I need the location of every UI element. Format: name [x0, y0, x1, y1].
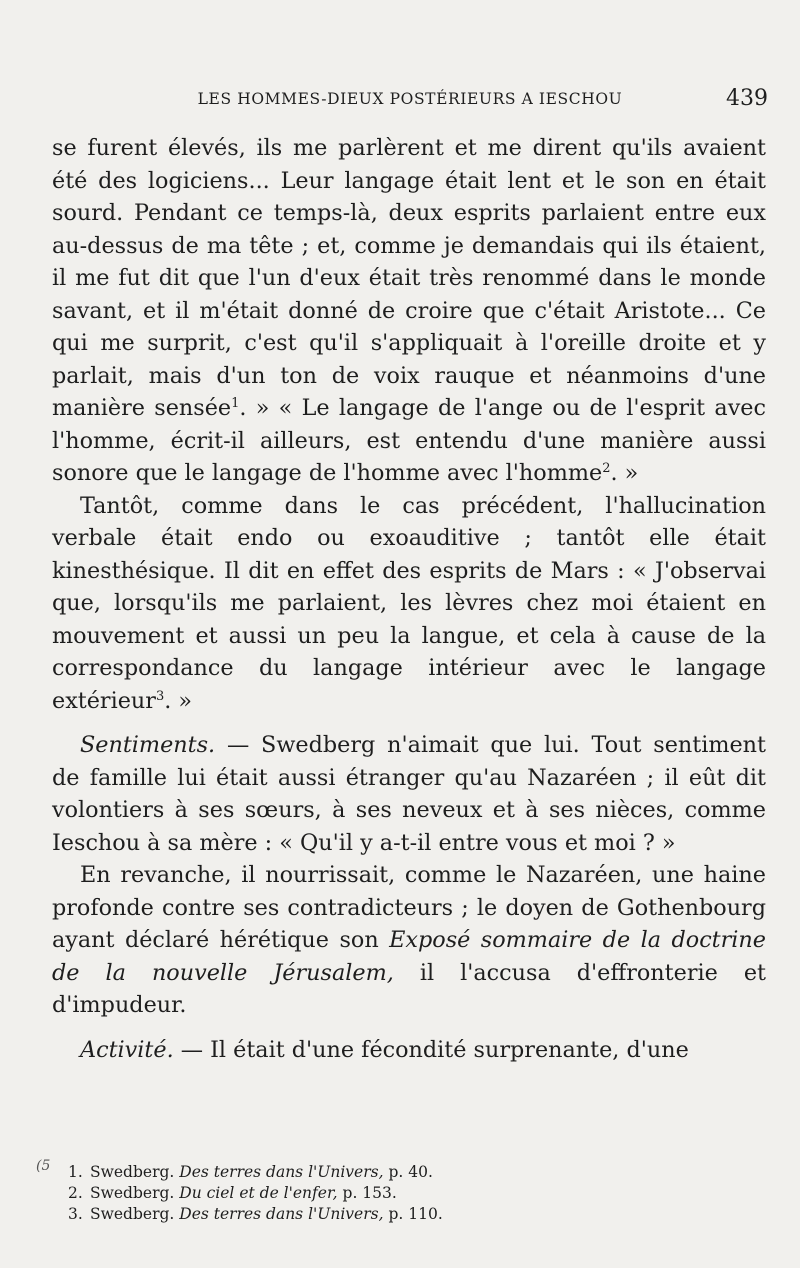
body-text: [52, 132, 766, 1066]
footnote-number: 1.: [68, 1163, 83, 1181]
footnote-page: p. 153.: [342, 1184, 397, 1202]
running-head: LES HOMMES-DIEUX POSTÉRIEURS A IESCHOU: [197, 90, 623, 108]
footnote-title: Du ciel et de l'enfer,: [179, 1184, 338, 1202]
footnote-ref-2: 2: [602, 461, 611, 476]
margin-annotation: (5: [36, 1158, 51, 1174]
paragraph-4-text-2: il l'accusa d'effronterie et d'impudeur.: [52, 959, 766, 1018]
paragraph-1-text-3: . »: [610, 460, 639, 486]
page-number: 439: [726, 86, 768, 111]
paragraph-3: [52, 729, 766, 859]
footnote-ref-3: 3: [155, 688, 165, 704]
paragraph-2-text: Tantôt, comme dans le cas précédent, l'hallucination verbale était endo ou exoauditive ; tantôt elle était kinesthésique. Il dit en effet des esprits de Mars : « J'observai que, lorsqu'ils me parlaient, les lèvres chez moi étaient en mouvement et aussi un peu la langue, et cela à cause de la correspondance du langage intérieur avec le langage extérieur: [52, 492, 766, 714]
page-header: [52, 88, 768, 118]
footnote-number: 3.: [68, 1205, 83, 1223]
footnote-1: [68, 1162, 748, 1183]
footnote-title: Des terres dans l'Univers,: [179, 1205, 384, 1223]
footnote-title: Des terres dans l'Univers,: [179, 1163, 384, 1181]
paragraph-4-text: En revanche, il nourrissait, comme le Nazaréen, une haine profonde contre ses contradicteurs ; le doyen de Gothenbourg ayant déclaré hérétique son: [52, 862, 766, 953]
paragraph-4: [52, 859, 766, 1022]
paragraph-5: [52, 1034, 766, 1067]
footnote-page: p. 110.: [388, 1205, 443, 1223]
paragraph-2-text-2: . »: [164, 687, 193, 714]
footnote-page: p. 40.: [388, 1163, 433, 1181]
footnote-2: [68, 1183, 748, 1204]
paragraph-1: [52, 132, 766, 490]
paragraph-5-text: — Il était d'une fécondité surprenante, d'une: [173, 1036, 689, 1063]
footnote-3: [68, 1204, 748, 1225]
paragraph-2: [52, 490, 766, 718]
footnote-number: 2.: [68, 1184, 83, 1202]
footnote-author: Swedberg.: [90, 1184, 175, 1202]
paragraph-1-text: se furent élevés, ils me parlèrent et me dirent qu'ils avaient été des logiciens... Leur langage était lent et le son en était sourd. Pendant ce temps-là, deux esprits parlaient entre eux au-dessus de ma tête ; et, comme je demandais qui ils étaient, il me fut dit que l'un d'eux était très renommé dans le monde savant, et il m'était donné de croire que c'était Aristote... Ce qui me surprit, c'est qu'il s'appliquait à l'oreille droite et y parlait, mais d'un ton de voix rauque et néanmoins d'une manière sensée: [52, 135, 766, 421]
footnotes: [68, 1162, 748, 1225]
cited-title: Exposé sommaire de la doctrine de la nouvelle Jérusalem,: [52, 927, 766, 986]
paragraph-3-text: — Swedberg n'aimait que lui. Tout sentiment de famille lui était aussi étranger qu'au Nazaréen ; il eût dit volontiers à ses sœurs, à ses neveux et à ses nièces, comme Ieschou à sa mère : « Qu'il y a-t-il entre vous et moi ? »: [52, 732, 766, 856]
section-heading-activite: Activité.: [80, 1036, 174, 1063]
footnote-ref-1: 1: [231, 396, 240, 411]
footnote-author: Swedberg.: [90, 1205, 175, 1223]
paragraph-1-text-2: . » « Le langage de l'ange ou de l'esprit avec l'homme, écrit-il ailleurs, est entendu d'une manière aussi sonore que le langage de l'homme avec l'homme: [52, 395, 766, 486]
footnote-author: Swedberg.: [90, 1163, 175, 1181]
section-heading-sentiments: Sentiments.: [80, 732, 216, 758]
